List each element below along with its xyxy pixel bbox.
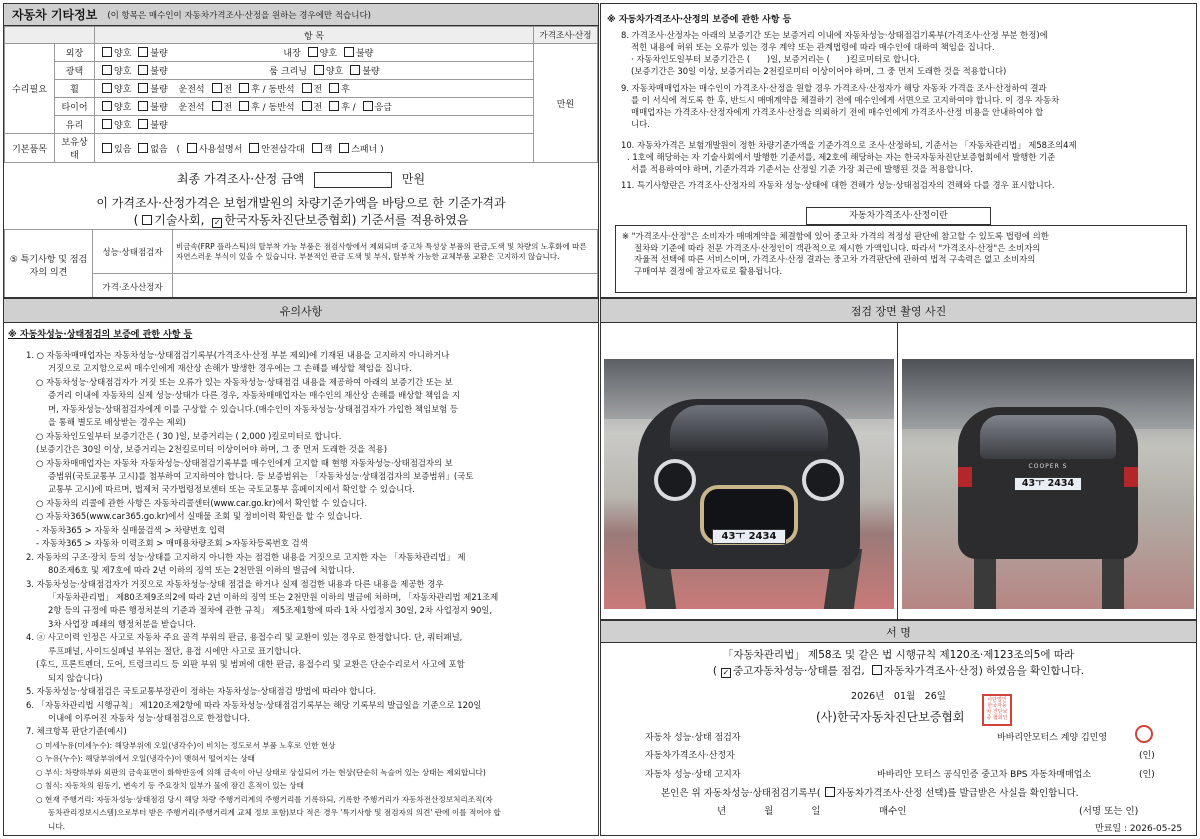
manual-checkbox[interactable]: [187, 143, 197, 153]
notes-line: 5. 자동차성능·상태점검은 국토교통부장관이 정하는 자동차성능·상태점검 방법에 따라야 합니다.: [26, 686, 377, 697]
pg-line: 적힌 내용에 허위 또는 오류가 있는 경우 계약 또는 관계법령에 따라 매수인에 대하여 책임을 집니다.: [631, 42, 995, 52]
final-price-label: 최종 가격조사·산정 금액: [176, 172, 305, 186]
sig-buyer: 매수인: [879, 806, 907, 817]
other-info-section: [3, 3, 599, 298]
notes-line: ○ 부식: 차량하부와 외판의 금속표면이 화학반응에 의해 금속이 아닌 상태로 상실되어 가는 현상(단순히 녹슬어 있는 상태는 제외합니다): [36, 767, 486, 777]
sig-expiry: 만료일 : 2026-05-25: [1095, 824, 1183, 834]
sig-sign-or-seal: (서명 또는 인): [1079, 806, 1139, 817]
check-tail: ) 하였음을 확인합니다.: [978, 665, 1085, 677]
notes-line: - 자동차365 > 자동차 실매물검색 > 차량번호 입력: [36, 524, 226, 535]
notes-line: 을 통해 별도로 배상받는 경우는 제외): [48, 417, 186, 428]
driver-label: 운전석: [178, 103, 205, 113]
passenger-label: 동반석: [268, 103, 295, 113]
sig-row-inspector: [645, 730, 1185, 744]
notes-line: 루프패널, 사이드실패널 부위는 절단, 용접 시에만 사고로 표기합니다.: [48, 645, 302, 656]
good-label: 양호: [114, 103, 132, 113]
rear-plate: 43ㅜ 2434: [1014, 477, 1082, 491]
jack-checkbox[interactable]: [312, 143, 322, 153]
used-check-checkbox[interactable]: ✓: [722, 668, 730, 677]
signature-title: 서 명: [886, 625, 911, 639]
front-label: 전: [223, 85, 233, 95]
notes-line: 증범위(국토교통부 고시)를 첨부하여 고지하여야 합니다. 등 보증범위는 「자동차성능·상태점검자의 보증범위」(국토: [48, 471, 474, 481]
notes-line: 이내에 이루어진 자동차 성능·상태점검으로 한정합니다.: [48, 713, 251, 723]
notes-line: ○ 자동차의 리콜에 관한 사항은 자동차리콜센터(www.car.go.kr)에서 확인할 수 있습니다.: [36, 497, 368, 508]
sig-row-appraiser: [645, 748, 1185, 762]
row-wheel-opts: 양호 불량 운전석 전 후 / 동반석 전 후: [95, 80, 534, 98]
other-info-header: [4, 4, 598, 26]
notes-line: ○ 자동차매매업자는 자동차 자동차성능·상태점검기록부를 매수인에게 고지할 때 현행 자동차성능·상태점검자의 보: [36, 457, 453, 468]
glass-bad-checkbox[interactable]: [138, 119, 148, 129]
special-num: ⑤: [9, 254, 18, 265]
interior-bad-checkbox[interactable]: [344, 47, 354, 57]
glass-good-checkbox[interactable]: [102, 119, 112, 129]
sig-check-line: ( ✓ 중고자동차성능·상태를 점검, 자동차가격조사·산정) 하였음을 확인합니다.: [712, 665, 1085, 677]
triangle-checkbox[interactable]: [249, 143, 259, 153]
good-label: 양호: [114, 67, 132, 77]
notes-line: (후드, 프론트펜더, 도어, 트렁크리드 등 외판 부위 및 범퍼에 대한 판금, 용접수리 및 교환은 단순수리로서 사고에 포함: [36, 659, 465, 670]
notes-subtitle: ※ 자동차성능·상태점검의 보증에 관한 사항 등: [8, 330, 193, 340]
notes-line: 7. 체크항목 판단기준(예시): [26, 726, 127, 737]
inspector-seal-icon: [1135, 725, 1153, 743]
pg-line: 매매업자는 가격조사·산정자에게 가격조사·산정을 의뢰하기 전에 매수인에게 가격조사·산정 비용을 안내하여야 합: [631, 107, 1044, 117]
other-info-note: (이 항목은 매수인이 자동차가격조사·산정을 원하는 경우에만 적습니다): [107, 10, 371, 21]
basis-tech-checkbox[interactable]: [142, 215, 152, 225]
basic-opts: 있음 없음 ( 사용설명서 안전삼각대 잭 스패너 ): [95, 134, 534, 163]
taillight-left-icon: [958, 467, 972, 487]
tire-bad-checkbox[interactable]: [138, 101, 148, 111]
appraiser-text: [173, 274, 598, 299]
receipt-b: 자동차가격조사·산정 선택)를 발급받은 사실을 확인합니다.: [836, 788, 1079, 799]
triangle-label: 안전삼각대: [261, 144, 305, 155]
pg-line: 11. 특기사항란은 가격조사·산정자의 자동차 성능·상태에 대한 견해가 성능·상태점검자의 견해와 다를 경우 표시합니다.: [621, 180, 1055, 190]
notes-line: ○ 자동차365(www.car365.go.kr)에서 실매물 조회 및 정비이력 확인을 할 수 있습니다.: [36, 511, 363, 522]
room-bad-checkbox[interactable]: [350, 65, 360, 75]
repair-label: 수리필요: [5, 44, 55, 134]
front-plate: 43ㅜ 2434: [712, 529, 786, 544]
wheel-pass-rear-checkbox[interactable]: [329, 83, 339, 93]
sig-row-notifier: [645, 767, 1185, 781]
rear-label: 후: [341, 85, 350, 95]
other-info-title: 자동차 기타정보: [12, 8, 98, 22]
basis-kaiss-checkbox[interactable]: ✓: [213, 218, 221, 227]
room-good-checkbox[interactable]: [314, 65, 324, 75]
room-clean-label: 룸 크리닝: [269, 67, 308, 77]
tire-pass-front-checkbox[interactable]: [302, 101, 312, 111]
receipt-price-checkbox[interactable]: [825, 787, 835, 797]
notes-title: 유의사항: [279, 304, 323, 318]
wheel-driver-front-checkbox[interactable]: [212, 83, 222, 93]
photos-divider: [897, 323, 898, 620]
notes-line: 「자동차관리법」 제80조제9조의2에 따라 2년 이하의 징역 또는 2천만원 이하의 벌금에 처하며, 「자동차관리법 제21조제: [48, 592, 499, 602]
def-line: 절차와 기준에 따라 전문 가격조사·산정인이 객관적으로 제시한 가액입니다. 따라서 "가격조사·산정"은 소비자의: [634, 242, 1041, 253]
sig-row-name: 바바리안모터스 계양 김민영: [997, 733, 1108, 743]
price-check-label: 자동차가격조사·산정: [884, 665, 979, 677]
tire-driver-front-checkbox[interactable]: [212, 101, 222, 111]
gloss-good-checkbox[interactable]: [102, 65, 112, 75]
taillight-right-icon: [1124, 467, 1138, 487]
bad-label: 불량: [362, 67, 380, 77]
association-seal-icon: 사단법인 한국자동차 진단보증 협회인: [982, 694, 1012, 726]
photos-header: [601, 299, 1196, 323]
rear-badge: COOPER S: [1028, 463, 1068, 470]
notes-section: [3, 298, 599, 836]
appraiser-label: 가격·조사산정자: [93, 274, 173, 299]
price-check-checkbox[interactable]: [872, 665, 882, 675]
col-item: 항 목: [95, 27, 534, 44]
basic-label: 기본품목: [5, 134, 55, 163]
good-label: 양호: [114, 49, 132, 59]
row-glass: 유리: [55, 116, 95, 134]
sig-row-label: 자동차가격조사·산정자: [645, 751, 735, 761]
bad-label: 불량: [150, 67, 168, 77]
inspector-label: 성능·상태점검자: [93, 230, 173, 274]
price-def-box: [615, 225, 1187, 293]
notes-line: ○ 현재 주행거리: 자동차성능·상태점검 당시 해당 차량 주행거리계의 주행거리를 기록하되, 기록한 주행거리가 자동차전산정보처리조직(자: [36, 794, 493, 804]
final-price-input[interactable]: [314, 172, 392, 188]
rear-label: 후: [251, 103, 260, 113]
row-exterior: 외장: [55, 44, 95, 62]
sig-row-mark: (인): [1139, 751, 1155, 761]
rear-window: [980, 415, 1116, 459]
spanner-checkbox[interactable]: [339, 143, 349, 153]
jack-label: 잭: [323, 144, 333, 155]
manual-label: 사용설명서: [198, 144, 243, 155]
col-price: 가격조사·산정: [534, 27, 598, 44]
has-checkbox[interactable]: [102, 143, 112, 153]
used-check-label: 중고자동차성능·상태를 점검,: [733, 665, 865, 677]
pg-line: 니다.: [631, 119, 650, 129]
notes-line: ○ 침식: 자동차의 원동기, 변속기 등 주요장치 일부가 물에 잠긴 흔적이 있는 상태: [36, 781, 304, 791]
notes-line: 80조제6호 및 제7호에 따라 2년 이하의 징역 또는 2천만원 이하의 벌금에 처합니다.: [48, 565, 355, 576]
pg-line: 9. 자동차매매업자는 매수인이 가격조사·산정을 원할 경우 가격조사·산정자가 해당 자동차 가격을 조사·산정하여 결과: [621, 83, 1047, 93]
notes-line: 되지 않습니다): [48, 672, 103, 683]
has-label: 있음: [114, 144, 132, 155]
price-def-box-title: 자동차가격조사·산정이란: [806, 207, 991, 225]
notes-line: 3차 사업장 폐쇄의 행정처분을 받습니다.: [48, 618, 197, 629]
sig-receipt-line: [661, 785, 1079, 799]
pg-line: 10. 자동차가격은 보험개발원이 정한 차량기준가액을 기준가격으로 조사·산정하되, 기준서는 「자동차관리법」 제58조의4제: [621, 140, 1077, 150]
basis-tech-label: 기술사회: [154, 213, 201, 227]
good-label: 양호: [319, 49, 338, 59]
rear-label: 후: [341, 103, 350, 113]
photos-section: [600, 298, 1197, 620]
notes-line: ○ 자동차인도일부터 보증기간은 ( 30 )일, 보증거리는 ( 2,000 )킬로미터로 합니다.: [36, 430, 342, 441]
row-tire-opts: 양호 불량 운전석 전 후 / 동반석 전 후 / 응급: [95, 98, 534, 116]
pg-line: (보증기간은 30일 이상, 보증거리는 2천킬로미터 이상이어야 하며, 그 중 먼저 도래한 것을 적용합니다): [631, 66, 1007, 76]
sig-law-line: 「자동차관리법」 제58조 및 같은 법 시행규칙 제120조·제123조의5에 따라: [722, 649, 1075, 661]
bad-label: 불량: [150, 103, 168, 113]
notes-line: 6. 「자동차관리법 시행규칙」 제120조제2항에 따라 자동차성능·상태점검기록부는 해당 기록부의 발급일을 기준으로 120일: [26, 699, 482, 710]
row-wheel: 휠: [55, 80, 95, 98]
sig-row-mark: (인): [1139, 770, 1155, 780]
notes-line: 4. ⓐ 사고이력 인정은 사고로 자동차 주요 골격 부위의 판금, 용접수리 및 교환이 있는 경우로 한정합니다. 단, 쿼터패널,: [26, 632, 463, 643]
notes-line: 3. 자동차성능·상태점검자가 거짓으로 자동차성능·상태 점검을 하거나 실제 점검한 내용과 다른 내용을 제공한 경우: [26, 578, 444, 589]
holding-label: 보유상태: [55, 134, 95, 163]
wheel-bad-checkbox[interactable]: [138, 83, 148, 93]
sig-org: (사)한국자동차진단보증협회: [816, 710, 965, 724]
front-label: 전: [313, 85, 323, 95]
notes-list: [26, 349, 596, 833]
notes-line: 교통부 고시)에 따르며, 법제처 국가법령정보센터 또는 국토교통부 홈페이지에서 확인할 수 있습니다.: [48, 484, 415, 495]
receipt-a: 본인은 위 자동차성능·상태점검기록부(: [661, 788, 821, 799]
front-photo: [604, 359, 894, 609]
row-exterior-opts: [95, 44, 534, 62]
spanner-label: 스패너: [351, 144, 378, 155]
def-line: 자율적 선택에 따른 서비스이며, 가격조사·산정 결과는 중고차 가격판단에 관하여 법적 구속력은 없고 소비자의: [634, 254, 1036, 264]
price-unit: 만원: [534, 44, 598, 163]
sig-row-label: 자동차 성능·상태 점검자: [645, 733, 741, 743]
headlight-right-icon: [802, 459, 844, 501]
wheel-driver-rear-checkbox[interactable]: [239, 83, 249, 93]
basis-line2: ( 기술사회, ✓ 한국자동차진단보증협회) 기준서를 적용하였음: [133, 213, 469, 227]
row-gloss: 광택: [55, 62, 95, 80]
bad-label: 불량: [150, 85, 168, 95]
wheel-good-checkbox[interactable]: [102, 83, 112, 93]
tire-emergency-checkbox[interactable]: [363, 101, 373, 111]
final-price-unit: 만원: [401, 172, 426, 186]
emergency-label: 응급: [374, 103, 392, 113]
signature-section: [600, 620, 1197, 836]
pg-line: 를 이 서식에 적도록 한 후, 반드시 매매계약을 체결하기 전에 매수인에게 서면으로 고지하여야 합니다. 이 경우 자동차: [631, 95, 1060, 105]
interior-label: 내장: [283, 49, 301, 59]
photos-title: 점검 장면 촬영 사진: [850, 304, 947, 318]
sig-row-label: 자동차 성능·상태 고지자: [645, 770, 741, 780]
car-windshield: [670, 405, 828, 451]
notes-line: 동차관리정보시스템)으로부터 받은 주행거리(주행거리계 교체 정보 포함)보다 적은 경우 '특기사항 및 점검자의 의견' 란에 이를 적어야 합: [48, 808, 501, 818]
tire-driver-rear-checkbox[interactable]: [239, 101, 249, 111]
final-price-row: [4, 170, 598, 188]
def-line: ※ "가격조사·산정"은 소비자가 매매계약을 체결함에 있어 중고차 가격의 적정성 판단에 참고할 수 있도록 법령에 의한: [622, 231, 1049, 241]
passenger-label: 동반석: [268, 85, 295, 95]
sig-row-name: 바바리안 모터스 공식인증 중고차 BPS 자동차매매업소: [877, 770, 1092, 780]
sig-date: 2026년 01월 26일: [851, 691, 946, 702]
notes-line: 증거리 이내에 자동차의 실제 성능·상태가 다른 경우, 자동차매매업자는 매수인의 재산상 손해를 배상할 책임을 지: [48, 390, 461, 401]
notes-line: 1. ○ 자동차매매업자는 자동차성능·상태점검기록부(가격조사·산정 부분 제외)에 기재된 내용을 고지하지 아니하거나: [26, 350, 450, 360]
special-label: 특기사항 및 점검자의 의견: [20, 254, 88, 278]
basis-tail: 기준서를 적용하였음: [360, 213, 469, 227]
pg-line: . 1호에 해당하는 자 기술사회에서 발행한 기준서를, 제2호에 해당하는 자는 한국자동차진단보증협회에서 발행한 기준: [627, 152, 1056, 162]
rear-label: 후: [251, 85, 260, 95]
notes-line: 니다.: [48, 821, 66, 831]
def-line: 구매여부 결정에 참고자료로 활용됩니다.: [634, 265, 783, 276]
bad-label: 불량: [150, 49, 168, 59]
good-label: 양호: [114, 85, 132, 95]
driver-label: 운전석: [178, 85, 205, 95]
wheel-pass-front-checkbox[interactable]: [302, 83, 312, 93]
basis-line1: 이 가격조사·산정가격은 보험개발원의 차량기준가액을 바탕으로 한 기준가격과: [96, 196, 506, 210]
notes-line: 거짓으로 고지함으로써 매수인에게 재산상 손해가 발생한 경우에는 그 손해를 배상할 책임을 집니다.: [48, 363, 412, 374]
notes-line: 며, 자동차성능·상태점검자에게 이를 구상할 수 있습니다.(매수인이 자동차성능·상태점검자가 가입한 책임보험 등: [48, 403, 459, 414]
tire-pass-rear-checkbox[interactable]: [329, 101, 339, 111]
special-label-cell: [5, 230, 93, 299]
pg-line: 8. 가격조사·산정자는 아래의 보증기간 또는 보증거리 이내에 자동차성능·상태점검기록부(가격조사·산정 부분 한정)에: [621, 30, 1048, 40]
notes-line: - 자동차365 > 자동차 이력조회 > 매매용차량조회 >자동차등록번호 검색: [36, 538, 308, 549]
notes-line: 2. 자동차의 구조·장치 등의 성능·상태를 고지하지 아니한 자는 점검한 내용을 거짓으로 고지한 자는 「자동차관리법」 제: [26, 551, 466, 562]
none-checkbox[interactable]: [138, 143, 148, 153]
notes-line: ○ 자동차성능·상태점검자가 거짓 또는 오류가 있는 자동차성능·상태점검 내용을 제공하여 아래의 보증기간 또는 보: [36, 376, 453, 387]
notes-line: ○ 누유(누수): 해당부위에서 오일(냉각수)이 맺혀서 떨어지는 상태: [36, 754, 255, 764]
exterior-good-checkbox[interactable]: [102, 47, 112, 57]
row-glass-opts: [95, 116, 534, 134]
bad-label: 불량: [355, 49, 374, 59]
headlight-left-icon: [654, 459, 696, 501]
repair-table: [4, 26, 598, 163]
bad-label: 불량: [150, 121, 168, 131]
row-tire: 타이어: [55, 98, 95, 116]
price-guarantee-title: ※ 자동차가격조사·산정의 보증에 관한 사항 등: [607, 15, 792, 25]
none-label: 없음: [150, 144, 168, 155]
good-label: 양호: [325, 67, 344, 77]
front-label: 전: [313, 103, 323, 113]
good-label: 양호: [114, 121, 132, 131]
notes-header: [4, 299, 598, 323]
notes-line: ○ 미세누유(미세누수): 해당부위에 오일(냉각수)이 비치는 정도로서 부품 노후로 인한 현상: [36, 740, 336, 750]
notes-line: 2항 등의 규정에 따른 행정처분의 기준과 절차에 관한 규칙」 제5조제1항에 따라 1차 사업정지 30일, 2차 사업정지 90일,: [48, 605, 493, 616]
special-table: [4, 229, 598, 298]
price-guarantee-section: [600, 3, 1197, 298]
basis-kaiss-label: 한국자동차진단보증협회: [224, 213, 352, 227]
pg-line: 서를 적용하여야 하며, 기준가격과 기준서는 산정일 기준 가장 최근에 발행된 것을 적용합니다.: [631, 164, 974, 174]
gloss-bad-checkbox[interactable]: [138, 65, 148, 75]
rear-photo: [902, 359, 1194, 609]
row-gloss-opts: [95, 62, 534, 80]
pg-line: · 자동차인도일부터 보증기간은 ( )일, 보증거리는 ( )킬로미터로 합니다.: [631, 54, 920, 64]
notes-line: (보증기간은 30일 이상, 보증거리는 2천킬로미터 이상이어야 하며, 그 중 먼저 도래한 것을 적용): [36, 444, 388, 455]
exterior-bad-checkbox[interactable]: [138, 47, 148, 57]
interior-good-checkbox[interactable]: [308, 47, 318, 57]
signature-header: [601, 621, 1196, 643]
tire-good-checkbox[interactable]: [102, 101, 112, 111]
inspector-text: 비금속(FRP 플라스틱)의 탈부착 가능 부품은 점검사항에서 제외되며 중고차 특성상 부품의 판금,도색 및 차량의 노후화에 따른 자연스러운 부식이 있을 수 있습니다. 부분적인 판금 도색 및 부식, 탈부착 가능한 교체부품 교환은 고지하지 않습니다.: [173, 230, 598, 274]
front-label: 전: [223, 103, 233, 113]
sig-ymd: 년 월 일: [717, 806, 821, 817]
